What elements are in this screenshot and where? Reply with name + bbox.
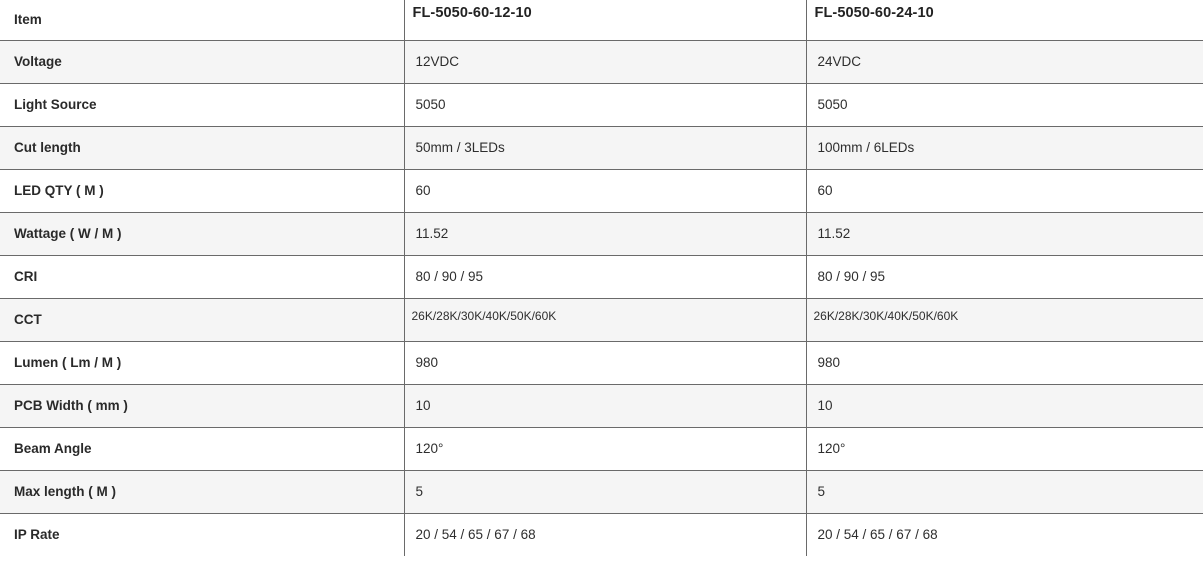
row-value-model-2: 10 — [806, 384, 1203, 427]
row-value-model-2: 80 / 90 / 95 — [806, 255, 1203, 298]
row-value-model-1: 5 — [404, 470, 806, 513]
row-value-model-2: 980 — [806, 341, 1203, 384]
row-label: Lumen ( Lm / M ) — [0, 341, 404, 384]
header-row — [0, 0, 1203, 40]
row-value-model-1: 50mm / 3LEDs — [404, 126, 806, 169]
row-label: CCT — [0, 298, 404, 341]
row-value-model-1: 80 / 90 / 95 — [404, 255, 806, 298]
row-value-model-2: 60 — [806, 169, 1203, 212]
row-value-model-2: 100mm / 6LEDs — [806, 126, 1203, 169]
row-label: CRI — [0, 255, 404, 298]
row-label: PCB Width ( mm ) — [0, 384, 404, 427]
header-item-label: Item — [0, 0, 404, 40]
table-row — [0, 427, 1203, 470]
row-value-model-1: 980 — [404, 341, 806, 384]
table-row — [0, 298, 1203, 341]
row-value-model-1: 60 — [404, 169, 806, 212]
row-value-model-1: 120° — [404, 427, 806, 470]
row-value-model-1: 20 / 54 / 65 / 67 / 68 — [404, 513, 806, 556]
table-row — [0, 40, 1203, 83]
row-label: Beam Angle — [0, 427, 404, 470]
header-model-2: FL-5050-60-24-10 — [806, 0, 1203, 40]
row-value-model-1: 11.52 — [404, 212, 806, 255]
row-label: Voltage — [0, 40, 404, 83]
row-label: Light Source — [0, 83, 404, 126]
row-value-model-1: 10 — [404, 384, 806, 427]
row-value-model-2: 5050 — [806, 83, 1203, 126]
table-row — [0, 126, 1203, 169]
table-row — [0, 341, 1203, 384]
row-label: LED QTY ( M ) — [0, 169, 404, 212]
header-model-1: FL-5050-60-12-10 — [404, 0, 806, 40]
table-row — [0, 384, 1203, 427]
row-value-model-2: 120° — [806, 427, 1203, 470]
table-row — [0, 513, 1203, 556]
row-value-model-1: 12VDC — [404, 40, 806, 83]
row-value-model-2: 20 / 54 / 65 / 67 / 68 — [806, 513, 1203, 556]
row-label: IP Rate — [0, 513, 404, 556]
row-label: Cut length — [0, 126, 404, 169]
row-value-model-2: 24VDC — [806, 40, 1203, 83]
table-row — [0, 83, 1203, 126]
table-row — [0, 470, 1203, 513]
table-row — [0, 169, 1203, 212]
row-value-model-2: 26K/28K/30K/40K/50K/60K — [806, 298, 1203, 341]
row-label: Wattage ( W / M ) — [0, 212, 404, 255]
row-label: Max length ( M ) — [0, 470, 404, 513]
table-row — [0, 255, 1203, 298]
row-value-model-2: 5 — [806, 470, 1203, 513]
row-value-model-1: 5050 — [404, 83, 806, 126]
row-value-model-2: 11.52 — [806, 212, 1203, 255]
table-row — [0, 212, 1203, 255]
row-value-model-1: 26K/28K/30K/40K/50K/60K — [404, 298, 806, 341]
